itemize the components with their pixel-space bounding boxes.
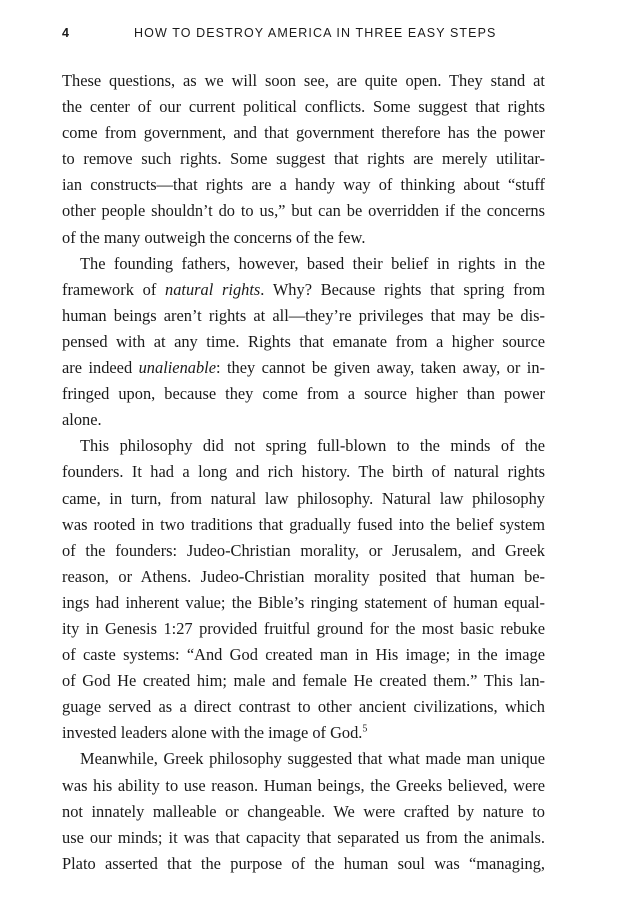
text-segment: . Why? Because rights that spring from [260, 279, 545, 299]
text-line [62, 720, 545, 746]
text-line: Plato asserted that the purpose of the human soul was “managing, [62, 853, 545, 873]
text-line: Meanwhile, Greek philosophy suggested that what made man unique [80, 749, 545, 769]
book-title: HOW TO DESTROY AMERICA IN THREE EASY STEPS [134, 26, 497, 40]
text-line: ian constructs—that rights are a handy way of thinking about “stuff [62, 175, 545, 195]
text-line: pensed with at any time. Rights that emanate from a higher source [62, 331, 545, 351]
text-line: human beings aren’t rights at all—they’re privileges that may be dis- [62, 305, 545, 325]
paragraph [62, 746, 545, 876]
text-line: founders. It had a long and rich history. The birth of natural rights [62, 462, 545, 482]
text-segment: are indeed [62, 358, 133, 378]
text-line [62, 355, 545, 381]
running-head [62, 22, 557, 44]
text-line: not innately malleable or changeable. We were crafted by nature to [62, 801, 545, 821]
text-line: come from government, and that government therefore has the power [62, 123, 545, 143]
paragraph [62, 251, 545, 434]
text-line: was rooted in two traditions that gradually fused into the belief system [62, 514, 545, 534]
text-line: reason, or Athens. Judeo-Christian morality posited that human be- [62, 566, 545, 586]
text-line: came, in turn, from natural law philosophy. Natural law philosophy [62, 488, 545, 508]
text-line [62, 277, 545, 303]
text-line: use our minds; it was that capacity that separated us from the animals. [62, 827, 545, 847]
text-line: fringed upon, because they come from a source higher than power [62, 384, 545, 404]
text-line: The founding fathers, however, based their belief in rights in the [80, 253, 545, 273]
italic-term: natural rights [165, 279, 261, 299]
paragraph [62, 68, 545, 251]
page-number: 4 [62, 26, 71, 40]
body-text [62, 68, 545, 877]
text-line: of God He created him; male and female He created them.” This lan- [62, 671, 545, 691]
text-segment: : they cannot be given away, taken away, or in- [216, 358, 545, 378]
footnote-marker: 5 [362, 723, 368, 735]
text-line: This philosophy did not spring full-blown to the minds of the [80, 436, 545, 456]
text-line: of caste systems: “And God created man in His image; in the image [62, 645, 545, 665]
text-line: the center of our current political conflicts. Some suggest that rights [62, 97, 545, 117]
text-line: of the founders: Judeo-Christian morality, or Jerusalem, and Greek [62, 540, 545, 560]
text-line: guage served as a direct contrast to other ancient civilizations, which [62, 697, 545, 717]
paragraph [62, 433, 545, 746]
text-line: of the many outweigh the concerns of the few. [62, 227, 366, 247]
text-line: These questions, as we will soon see, are quite open. They stand at [62, 71, 545, 90]
text-line: ings had inherent value; the Bible’s ringing statement of human equal- [62, 592, 545, 612]
text-line: alone. [62, 410, 102, 430]
italic-term: unalienable [138, 358, 216, 378]
text-line: was his ability to use reason. Human beings, the Greeks believed, were [62, 775, 545, 795]
text-line: other people shouldn’t do to us,” but can be overridden if the concerns [62, 201, 545, 221]
text-segment: framework of [62, 279, 157, 299]
text-line: to remove such rights. Some suggest that rights are merely utilitar- [62, 149, 545, 169]
text-line: ity in Genesis 1:27 provided fruitful ground for the most basic rebuke [62, 618, 545, 638]
text-segment: invested leaders alone with the image of God. [62, 723, 363, 743]
